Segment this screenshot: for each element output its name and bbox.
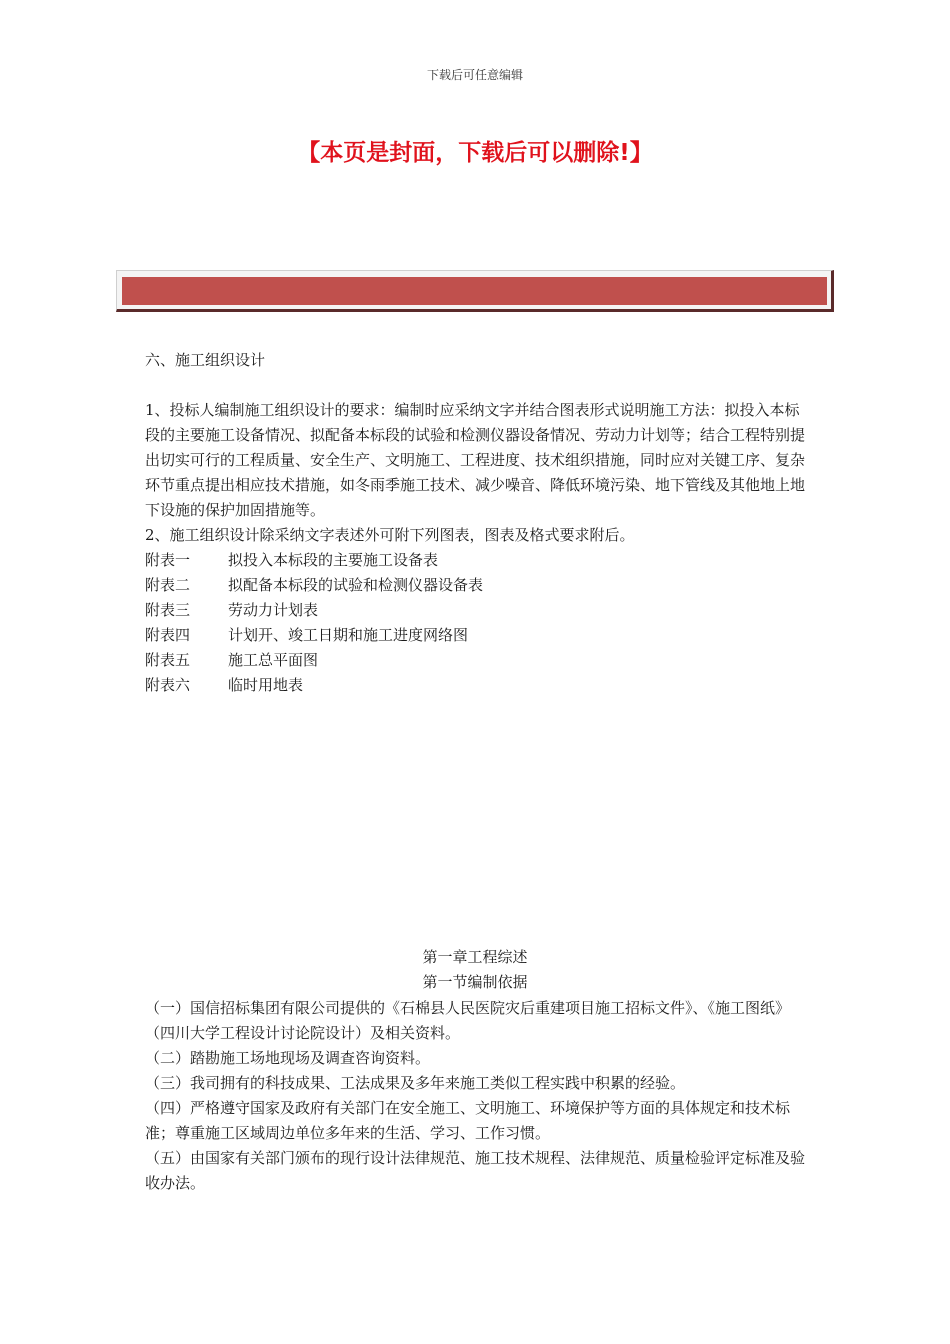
annex-key: 附表一 xyxy=(145,551,191,569)
basis-item: （三）我司拥有的科技成果、工法成果及多年来施工类似工程实践中积累的经验。 xyxy=(145,1074,686,1092)
header-note: 下载后可任意编辑 xyxy=(426,68,523,82)
annex-value: 施工总平面图 xyxy=(228,651,319,669)
annex-row xyxy=(145,573,810,598)
annex-key: 附表六 xyxy=(145,676,191,694)
section-heading: 第一节编制依据 xyxy=(422,973,528,991)
cover-notice: 【本页是封面，下载后可以删除!】 xyxy=(297,140,653,166)
annex-row xyxy=(145,623,810,648)
banner-bar xyxy=(122,277,827,305)
basis-item: （五）由国家有关部门颁布的现行设计法律规范、施工技术规程、法律规范、质量检验评定标准及验收办法。 xyxy=(145,1149,806,1192)
annex-row xyxy=(145,598,810,623)
annex-key: 附表五 xyxy=(145,651,191,669)
annex-row xyxy=(145,548,810,573)
annex-value: 拟投入本标段的主要施工设备表 xyxy=(228,551,439,569)
annex-value: 临时用地表 xyxy=(228,676,304,694)
annex-row xyxy=(145,648,810,673)
basis-item: （二）踏勘施工场地现场及调查咨询资料。 xyxy=(145,1049,431,1067)
annex-value: 计划开、竣工日期和施工进度网络图 xyxy=(228,626,469,644)
annex-key: 附表四 xyxy=(145,626,191,644)
requirement-2: 2、施工组织设计除采纳文字表述外可附下列图表，图表及格式要求附后。 xyxy=(145,526,635,544)
basis-item: （一）国信招标集团有限公司提供的《石棉县人民医院灾后重建项目施工招标文件》、《施工图纸》（四川大学工程设计讨论院设计）及相关资料。 xyxy=(145,999,791,1042)
annex-key: 附表二 xyxy=(145,576,191,594)
requirement-1: 1、投标人编制施工组织设计的要求：编制时应采纳文字并结合图表形式说明施工方法：拟投入本标段的主要施工设备情况、拟配备本标段的试验和检测仪器设备情况、劳动力计划等；结合工程特别提出切实可行的工程质量、安全生产、文明施工、工程进度、技术组织措施，同时应对关键工序、复杂环节重点提出相应技术措施，如冬雨季施工技术、减少噪音、降低环境污染、地下管线及其他地上地下设施的保护加固措施等。 xyxy=(145,401,806,519)
chapter-title: 第一章工程综述 xyxy=(422,948,528,966)
decorative-banner xyxy=(116,270,834,312)
section-title: 六、施工组织设计 xyxy=(145,351,266,369)
annex-key: 附表三 xyxy=(145,601,191,619)
basis-item: （四）严格遵守国家及政府有关部门在安全施工、文明施工、环境保护等方面的具体规定和技术标准；尊重施工区域周边单位多年来的生活、学习、工作习惯。 xyxy=(145,1099,791,1142)
requirements-block xyxy=(145,398,810,698)
annex-value: 劳动力计划表 xyxy=(228,601,319,619)
annex-value: 拟配备本标段的试验和检测仪器设备表 xyxy=(228,576,484,594)
annex-row xyxy=(145,673,810,698)
basis-list xyxy=(145,996,810,1196)
